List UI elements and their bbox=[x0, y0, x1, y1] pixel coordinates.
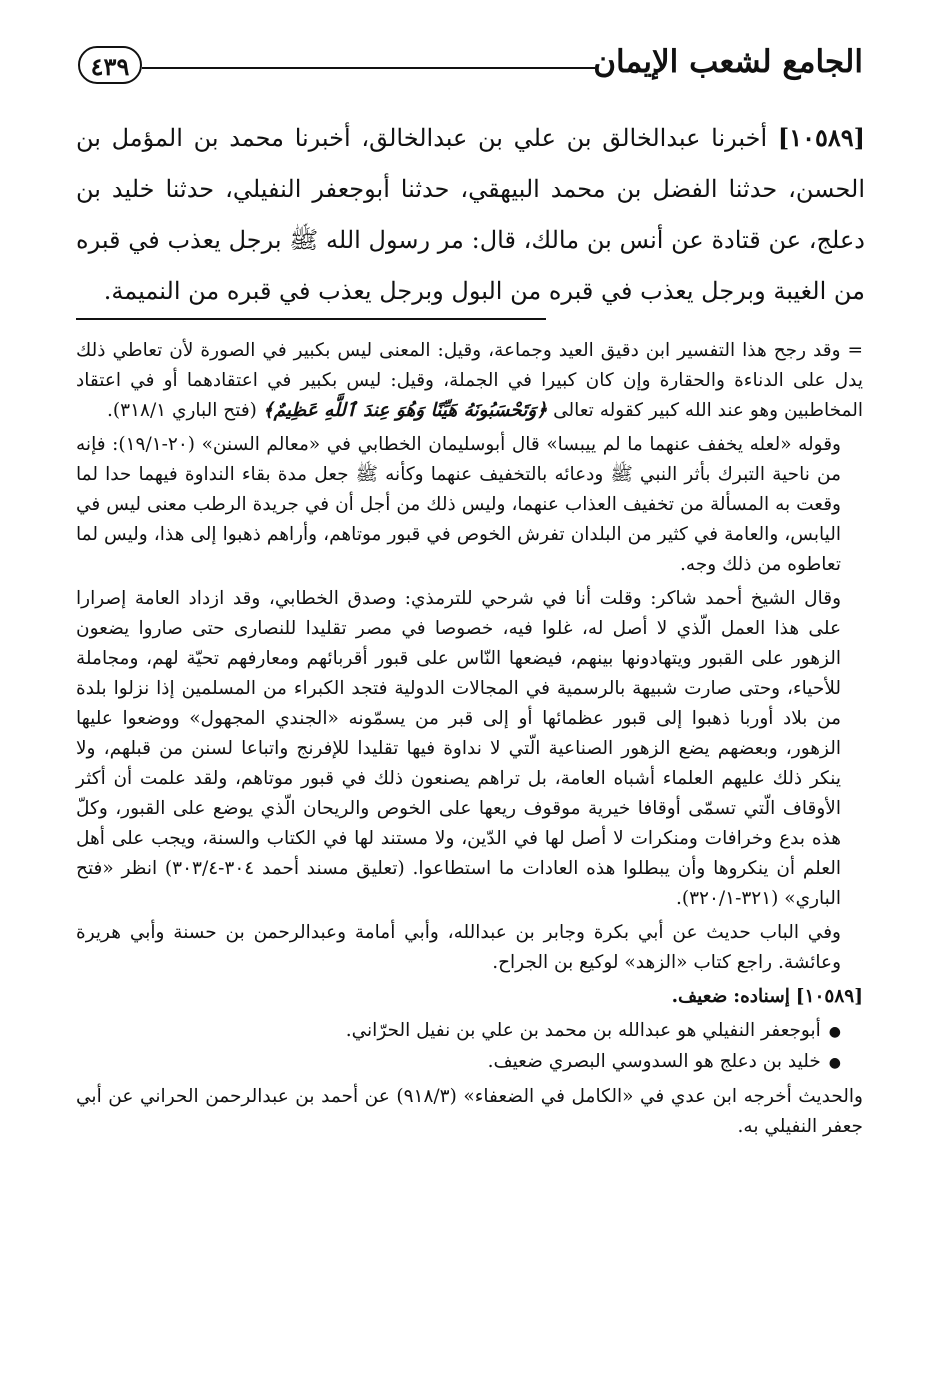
hadith-body: أخبرنا عبدالخالق بن علي بن عبدالخالق، أخبرنا محمد بن المؤمل بن الحسن، حدثنا الفضل بن محمد البيهقي، حدثنا أبوجعفر النفيلي، حدثنا خليد بن دعلج، عن قتادة عن أنس بن مالك، قال: مر رسول الله ﷺ برجل يعذب في قبره من الغيبة وبرجل يعذب في قبره من البول وبرجل يعذب في قبره من النميمة. bbox=[76, 124, 865, 305]
page-number: ٤٣٩ bbox=[78, 46, 142, 84]
footnote-separator bbox=[76, 318, 546, 320]
hadith-number: [١٠٥٨٩] bbox=[777, 123, 865, 152]
isnad-number: [١٠٥٨٩] bbox=[795, 986, 863, 1007]
quran-verse: ﴿وَتَحْسَبُونَهُ هَيِّنًا وَهُوَ عِندَ ٱللَّهِ عَظِيمٌ﴾ bbox=[262, 400, 548, 421]
narrator-item-text: خليد بن دعلج هو السدوسي البصري ضعيف. bbox=[487, 1051, 821, 1072]
bullet-icon: ● bbox=[828, 1055, 841, 1071]
footnote-paragraph-4: وفي الباب حديث عن أبي بكرة وجابر بن عبدالله، وأبي أمامة وعبدالرحمن بن حسنة وأبي هريرة وعائشة. راجع كتاب «الزهد» لوكيع بن الجراح. bbox=[76, 922, 841, 973]
footnotes bbox=[76, 336, 863, 1142]
footnote-paragraph-2: وقوله «لعله يخفف عنهما ما لم ييبسا» قال أبوسليمان الخطابي في «معالم السنن» (٢٠-١٩/١): فإنه من ناحية التبرك بأثر النبي ﷺ ودعائه بالتخفيف عنهما وكأنه ﷺ جعل مدة بقاء النداوة فيهما حدا لما وقعت به المسألة من تخفيف العذاب عنهما، وليس ذلك من أجل أن في جريدة الرطب معنى ليس في اليابس، والعامة في كثير من البلدان تفرش الخوص في قبور موتاهم، وأراهم ذهبوا إلى هذا، وليس لما تعاطوه من ذلك وجه. bbox=[76, 434, 841, 575]
header-rule bbox=[142, 67, 595, 69]
footnote-1-text: = وقد رجح هذا التفسير ابن دقيق العيد وجماعة، وقيل: المعنى ليس بكبير في الصورة لأن تعاطي ذلك يدل على الدناءة والحقارة وإن كان كبيرا في الجملة، وقيل: ليس بكبير في اعتقادهما أو في اعتقاد المخاطبين وهو عند الله كبير كقوله تعالى bbox=[76, 340, 863, 421]
hadith-text bbox=[76, 112, 865, 317]
page-header bbox=[78, 40, 863, 90]
narrator-list bbox=[76, 1016, 863, 1078]
isnad-grade bbox=[76, 982, 863, 1012]
footnote-paragraph-1 bbox=[76, 336, 863, 426]
bullet-icon: ● bbox=[828, 1024, 841, 1040]
narrator-item bbox=[76, 1016, 863, 1047]
running-title: الجامع لشعب الإيمان bbox=[593, 44, 863, 80]
footnote-paragraph-6: والحديث أخرجه ابن عدي في «الكامل في الضعفاء» (٩١٨/٣) عن أحمد بن عبدالرحمن الحراني عن أبي جعفر النفيلي به. bbox=[76, 1086, 863, 1137]
narrator-item-text: أبوجعفر النفيلي هو عبدالله بن محمد بن علي بن نفيل الحرّاني. bbox=[345, 1020, 821, 1041]
isnad-grade-value: ضعيف. bbox=[671, 986, 728, 1007]
footnote-paragraph-3: وقال الشيخ أحمد شاكر: وقلت أنا في شرحي للترمذي: وصدق الخطابي، وقد ازداد العامة إصرارا على هذا العمل الّذي لا أصل له، غلوا فيه، خصوصا في مصر تقليدا للنصارى حتى صاروا يضعون الزهور على القبور ويتهادونها بينهم، فيضعها النّاس على قبور أقربائهم ومعارفهم تحيّة لهم، ومجاملة للأحياء، وحتى صارت شبيهة بالرسمية في المجالات الدولية فتجد الكبراء من المسلمين إذا نزلوا بلدة من بلاد أوربا ذهبوا إلى قبور عظمائها أو إلى قبر من يسمّونه «الجندي المجهول» ووضعوا عليها الزهور، وبعضهم يضع الزهور الصناعية الّتي لا نداوة فيها تقليدا للإفرنج واتباعا لسنن من قبلهم، ولا ينكر ذلك عليهم العلماء أشباه العامة، بل تراهم يصنعون ذلك في قبور موتاهم، ولقد علمت أن أكثر الأوقاف الّتي تسمّى أوقافا خيرية موقوف ريعها على الخوص والريحان الّذي يوضع على القبور، وكلّ هذه بدع وخرافات ومنكرات لا أصل لها في الدّين، ولا مستند لها في الكتاب والسنة، ويجب على أهل العلم أن ينكروها وأن يبطلوا هذه العادات ما استطاعوا. (تعليق مسند أحمد ٣٠٤-٣٠٣/٤) انظر «فتح الباري» (٣٢١-٣٢٠/١). bbox=[76, 588, 841, 909]
isnad-label: إسناده: bbox=[733, 986, 790, 1007]
narrator-item bbox=[76, 1047, 863, 1078]
footnote-1-reference: (فتح الباري ٣١٨/١). bbox=[107, 400, 257, 421]
